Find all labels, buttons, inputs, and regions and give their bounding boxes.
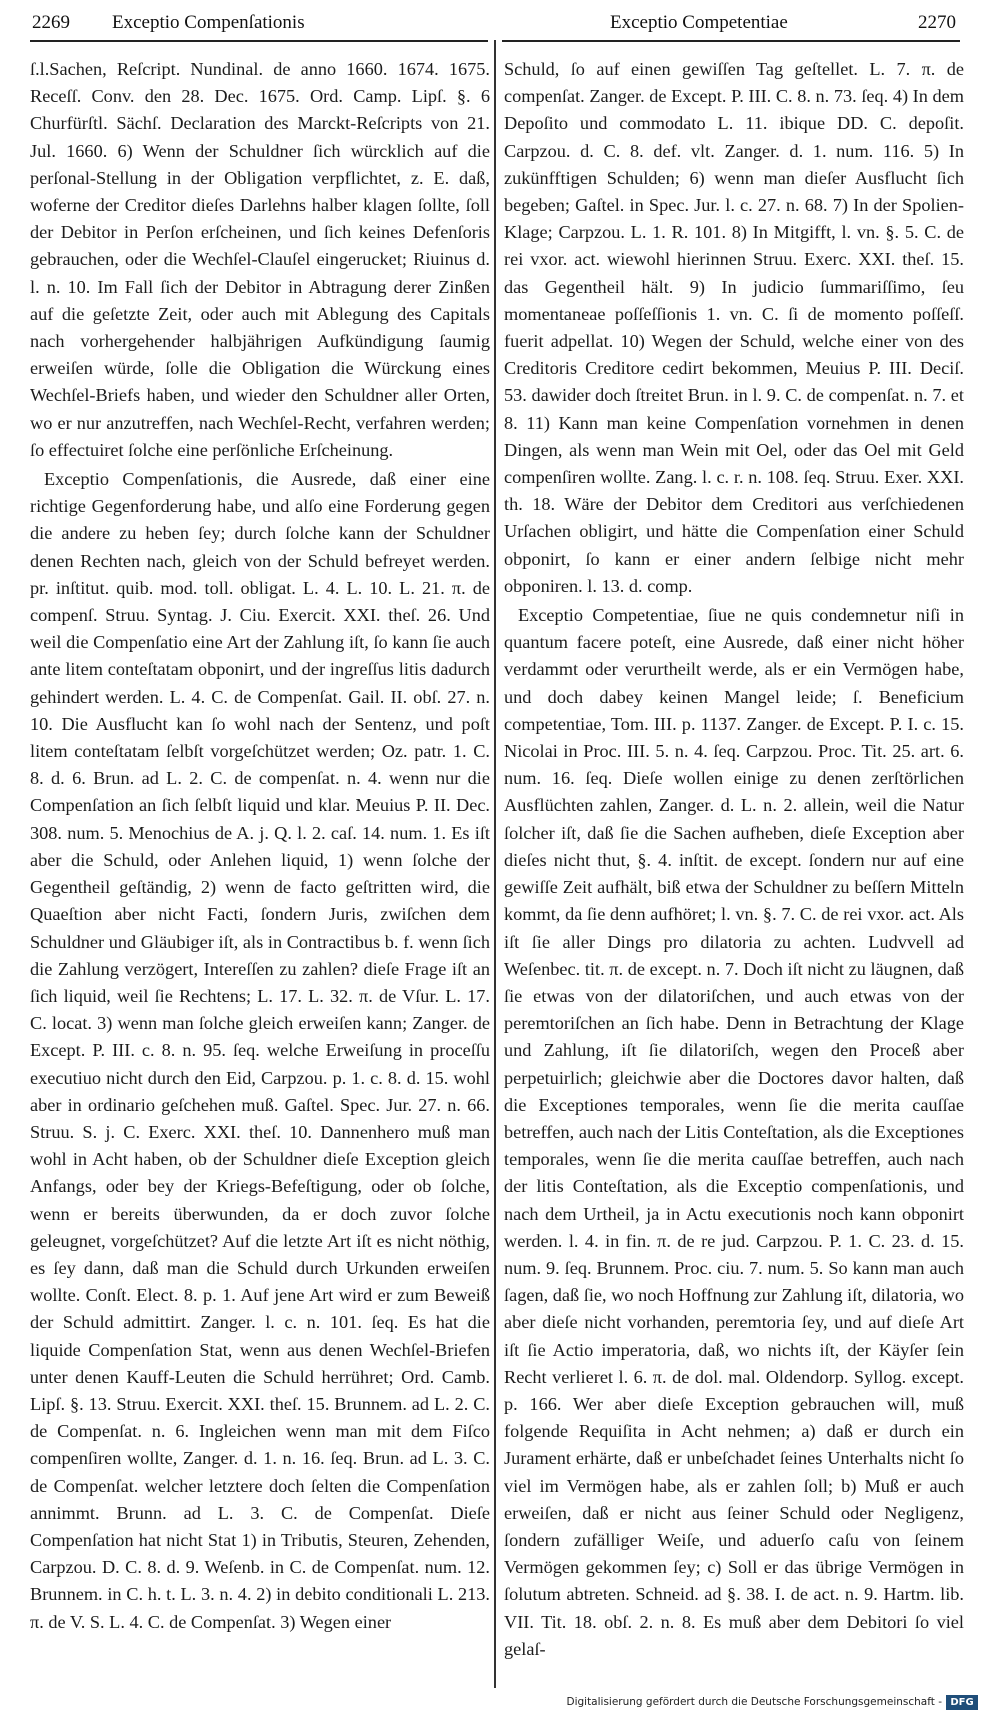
page-header — [0, 6, 1000, 40]
paragraph: Exceptio Compenſationis, die Ausrede, daß einer eine richtige Gegenforderung habe, und alſo eine Forderung gegen die andere zu heben ſey; durch ſolche kann der Schuldner denen Rechten nach, gleich von der Schuld befreyet werden. pr. inſtitut. quib. mod. toll. obligat. L. 4. L. 10. L. 21. π. de compenſ. Struu. Syntag. J. Ciu. Exercit. XXI. theſ. 26. Und weil die Compenſatio eine Art der Zahlung iſt, ſo kann ſie auch ante litem conteſtatam obponirt, und der ingreſſus litis dadurch gehindert werden. L. 4. C. de Compenſat. Gail. II. obſ. 27. n. 10. Die Ausflucht kan ſo wohl nach der Sentenz, und poſt litem conteſtatam ſelbſt vorgeſchützet werden; Oz. patr. 1. C. 8. d. 6. Brun. ad L. 2. C. de compenſat. n. 4. wenn nur die Compenſation an ſich ſelbſt liquid und klar. Meuius P. II. Dec. 308. num. 5. Menochius de A. j. Q. l. 2. caſ. 14. num. 1. Es iſt aber die Schuld, oder Anlehen liquid, 1) wenn ſolche der Gegentheil geſtändig, 2) wenn de facto geſtritten wird, die Quaeſtion aber nicht Facti, ſondern Juris, zwiſchen dem Schuldner und Gläubiger iſt, als in Contractibus b. f. wenn ſich die Zahlung verzögert, Intereſſen zu zahlen? dieſe Frage iſt an ſich liquid, weil ſie Rechtens; L. 17. L. 32. π. de Vſur. L. 17. C. locat. 3) wenn man ſolche gleich erweiſen kann; Zanger. de Except. P. III. c. 8. n. 95. ſeq. welche Erweiſung in proceſſu executiuo nicht durch den Eid, Carpzou. p. 1. c. 8. d. 15. wohl aber in ordinario geſchehen muß. Gaſtel. Spec. Jur. 27. n. 66. Struu. S. j. C. Exerc. XXI. theſ. 10. Dannenhero muß man wohl in Acht haben, ob der Schuldner dieſe Exception gleich Anfangs, oder bey der Kriegs-Befeſtigung, oder ob ſolche, wenn er bereits überwunden, da er doch zuvor ſolche geleugnet, vorgeſchützet? Auf die letzte Art iſt es nicht nöthig, es ſey dann, daß man die Schuld durch Urkunden erweiſen wollte. Conſt. Elect. 8. p. 1. Auf jene Art wird er zum Beweiß der Schuld admittirt. Zanger. l. c. n. 101. ſeq. Es hat die liquide Compenſation Stat, wenn aus denen Wechſel-Briefen unter denen Kauff-Leuten die Schuld herrühret; Ord. Camb. Lipſ. §. 13. Struu. Exercit. XXI. theſ. 15. Brunnem. ad L. 2. C. de Compenſat. n. 6. Ingleichen wenn man mit dem Fiſco compenſiren wollte, Zanger. d. 1. n. 16. ſeq. Brun. ad L. 3. C. de Compenſat. welcher letztere doch ſelten die Compenſation annimmt. Brunn. ad L. 3. C. de Compenſat. Dieſe Compenſation hat nicht Stat 1) in Tributis, Steuren, Zehenden, Carpzou. D. C. 8. d. 9. Weſenb. in C. de Compenſat. num. 12. Brunnem. in C. h. t. L. 3. n. 4. 2) in debito conditionali L. 213. π. de V. S. L. 4. C. de Compenſat. 3) Wegen einer — [30, 469, 490, 1632]
running-title-left: Exceptio Compenſationis — [112, 12, 305, 33]
header-rule-left — [30, 40, 488, 42]
footer-credit: Digitalisierung gefördert durch die Deutsche Forschungsgemeinschaft - — [566, 1696, 942, 1708]
text-column-left — [30, 56, 490, 1686]
paragraph: ſ.l.Sachen, Reſcript. Nundinal. de anno 1660. 1674. 1675. Receſſ. Conv. den 28. Dec. 1675. Ord. Camp. Lipſ. §. 6 Churfürſtl. Sächſ. Declaration des Marckt-Reſcripts von 21. Jul. 1660. 6) Wenn der Schuldner ſich würcklich auf die perſonal-Stellung in der Obligation verpflichtet, z. E. daß, woferne der Creditor dieſes Darlehns halber klagen ſollte, ſoll der Debitor in Perſon erſcheinen, und ſich keines Defenſoris gebrauchen, oder die Wechſel-Clauſel eingerucket; Riuinus d. l. n. 10. Im Fall ſich der Debitor in Abtragung derer Zinßen auf die geſetzte Zeit, oder auch mit Ablegung des Capitals nach vorhergehender halbjährigen Aufkündigung ſaumig erweiſen würde, ſolle die Obligation die Würckung eines Wechſel-Briefs haben, und wieder den Schuldner aller Orten, wo er nur anzutreffen, nach Wechſel-Recht, verfahren werden; ſo effectuiret ſolche eine perſönliche Erſcheinung. — [30, 59, 490, 460]
column-divider — [494, 40, 496, 1688]
paragraph: Schuld, ſo auf einen gewiſſen Tag geſtellet. L. 7. π. de compenſat. Zanger. de Except. P. III. C. 8. n. 73. ſeq. 4) In dem Depoſito und commodato L. 11. ibique DD. C. depoſit. Carpzou. d. C. 8. def. vlt. Zanger. d. 1. num. 116. 5) In zukünfftigen Schulden; 6) wenn man dieſer Ausflucht ſich begeben; Gaſtel. in Spec. Jur. l. c. 27. n. 68. 7) In der Spolien-Klage; Carpzou. L. 1. R. 101. 8) In Mitgifft, l. vn. §. 5. C. de rei vxor. act. wiewohl hierinnen Struu. Exerc. XXI. theſ. 15. das Gegentheil hält. 9) In judicio ſummariſſimo, ſeu momentaneae poſſeſſionis 1. vn. C. ſi de momento poſſeſſ. fuerit adpellat. 10) Wegen der Schuld, welche einer von des Creditoris Creditore cedirt bekommen, Meuius P. III. Deciſ. 53. dawider doch ſtreitet Brun. in l. 9. C. de compenſat. n. 7. et 8. 11) Kann man keine Compenſation vornehmen in denen Dingen, als wenn man Wein mit Oel, oder das Oel mit Geld compenſiren wollte. Zang. l. c. r. n. 108. ſeq. Struu. Exer. XXI. th. 18. Wäre der Debitor dem Creditori aus verſchiedenen Urſachen obligirt, und hätte die Compenſation einer Schuld obponirt, ſo kann er einer andern ſelbige nicht mehr obponiren. l. 13. d. comp. — [504, 59, 964, 596]
digitization-footer — [540, 1695, 980, 1713]
paragraph: Exceptio Competentiae, ſiue ne quis condemnetur niſi in quantum facere poteſt, eine Ausrede, daß einer nicht höher verdammt oder verurtheilt werde, als er ein Vermögen habe, und doch dabey keinen Mangel leide; ſ. Beneficium competentiae, Tom. III. p. 1137. Zanger. de Except. P. I. c. 15. Nicolai in Proc. III. 5. n. 4. ſeq. Carpzou. Proc. Tit. 25. art. 6. num. 16. ſeq. Dieſe wollen einige zu denen zerſtörlichen Ausflüchten zahlen, Zanger. d. L. n. 2. allein, weil die Natur ſolcher iſt, daß ſie die Sachen aufheben, dieſe Exception aber dieſes nicht thut, §. 4. inſtit. de except. ſondern nur auf eine gewiſſe Zeit aufhält, biß etwa der Schuldner zu beſſern Mitteln kommt, da ſie denn aufhöret; l. vn. §. 7. C. de rei vxor. act. Als iſt ſie aller Dings pro dilatoria zu achten. Ludvvell ad Weſenbec. tit. π. de except. n. 7. Doch iſt nicht zu läugnen, daß ſie etwas von der dilatoriſchen, und auch etwas von der peremtoriſchen an ſich habe. Denn in Betrachtung der Klage und Zahlung, iſt ſie dilatoriſch, wegen den Proceß aber perpetuirlich; gleichwie aber die Doctores davor halten, daß die Exceptiones temporales, wenn ſie die merita cauſſae betreffen, auch nach der Litis Conteſtation, als die Exceptiones temporales, wenn ſie die merita cauſſae betreffen, auch nach der litis Conteſtation, als die Exceptio compenſationis, und nach dem Urtheil, ja in Actu executionis noch kann obponirt werden. l. 4. in fin. π. de re jud. Carpzou. P. 1. C. 23. d. 15. num. 9. ſeq. Brunnem. Proc. ciu. 7. num. 5. So kann man auch ſagen, daß ſie, wo noch Hoffnung zur Zahlung iſt, dilatoria, wo aber dieſe nicht vorhanden, peremtoria ſey, und auf dieſe Art iſt ſie Actio imperatoria, daß, wo nichts iſt, der Käyſer ſein Recht verlieret l. 6. π. de dol. mal. Oldendorp. Syllog. except. p. 166. Wer aber dieſe Exception gebrauchen will, muß folgende Requiſita in Acht nehmen; a) daß er durch ein Jurament erhärte, daß er unbeſchadet ſeines Unterhalts nicht ſo viel im Vermögen habe, als er zahlen ſoll; b) Muß er auch erweiſen, daß er nicht aus ſeiner Schuld oder Negligenz, ſondern zufälliger Weiſe, und aduerſo caſu von ſeinem Vermögen gekommen ſey; c) Soll er das übrige Vermögen in ſolutum abtreten. Schneid. ad §. 38. I. de act. n. 9. Hartm. lib. VII. Tit. 18. obſ. 2. n. 8. Es muß aber dem Debitori ſo viel gelaſ- — [504, 605, 964, 1659]
header-rule-right — [502, 40, 960, 42]
page-number-left: 2269 — [32, 12, 70, 33]
dfg-logo: DFG — [946, 1695, 978, 1710]
page-number-right: 2270 — [918, 12, 956, 33]
running-title-right: Exceptio Competentiae — [610, 12, 788, 33]
text-column-right — [504, 56, 964, 1686]
